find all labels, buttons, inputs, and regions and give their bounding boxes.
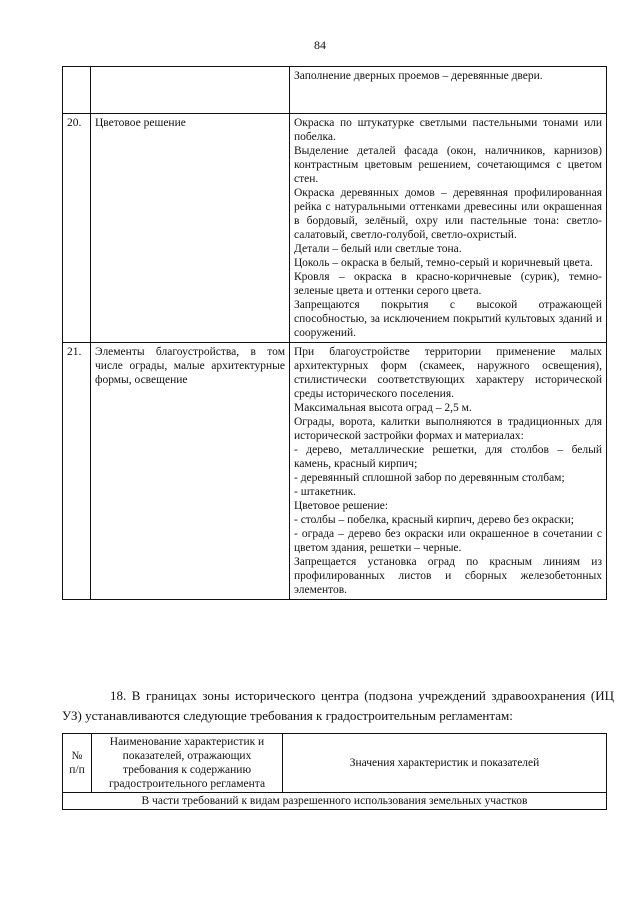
value-item: - столбы – побелка, красный кирпич, дерево без окраски; xyxy=(294,514,574,526)
header-row xyxy=(63,734,607,793)
value-item: Кровля – окраска в красно-коричневые (сурик), темно-зеленые цвета и оттенки серого цвета. xyxy=(294,271,602,297)
value-item: Запрещается установка оград по красным линиям из профилированных листов и сборных железобетонных элементов. xyxy=(294,556,602,596)
value-item: Цветовое решение: xyxy=(294,500,389,512)
table-row xyxy=(63,114,607,343)
value-item: - штакетник. xyxy=(294,486,357,498)
characteristic-values xyxy=(290,114,607,343)
permitted-use-section-row: В части требований к видам разрешенного использования земельных участков xyxy=(63,793,607,810)
page-number: 84 xyxy=(314,38,326,52)
row-number: 21. xyxy=(63,343,91,600)
value-item: Запрещаются покрытия с высокой отражающей способностью, за исключением покрытий культовых зданий и сооружений. xyxy=(294,299,602,339)
value-item: - ограда – дерево без окраски или окрашенное в сочетании с цветом здания, решетки – черные. xyxy=(294,528,602,554)
span-row xyxy=(63,793,607,810)
characteristic-values xyxy=(290,67,607,114)
value-item: Окраска деревянных домов – деревянная профилированная рейка с натуральными оттенками древесины или окрашенная в бордовый, зелёный, охру или пастельные тона: светло-салатовый, светло-голубой, светло-охристый. xyxy=(294,187,602,241)
value-item: Детали – белый или светлые тона. xyxy=(294,243,462,255)
value-item: - дерево, металлические решетки, для столбов – белый камень, красный кирпич; xyxy=(294,444,602,470)
value-item: Окраска по штукатурке светлыми пастельными тонами или побелка. xyxy=(294,117,602,143)
value-item: Заполнение дверных проемов – деревянные двери. xyxy=(294,70,543,82)
column-header-number: № п/п xyxy=(63,734,92,793)
section-18-paragraph: 18. В границах зоны исторического центра (подзона учреждений здравоохранения (ИЦ УЗ) устанавливаются следующие требования к градостроительным регламентам: xyxy=(62,688,614,723)
value-item: - деревянный сплошной забор по деревянным столбам; xyxy=(294,472,565,484)
characteristic-name xyxy=(91,67,290,114)
characteristic-name: Цветовое решение xyxy=(91,114,290,343)
column-header-values: Значения характеристик и показателей xyxy=(283,734,607,793)
requirements-table xyxy=(62,733,607,810)
row-number xyxy=(63,67,91,114)
row-number: 20. xyxy=(63,114,91,343)
regulations-table xyxy=(62,66,607,600)
value-item: Цоколь – окраска в белый, темно-серый и коричневый цвета. xyxy=(294,257,593,269)
table-row xyxy=(63,343,607,600)
value-item: Максимальная высота оград – 2,5 м. xyxy=(294,402,472,414)
value-item: Ограды, ворота, калитки выполняются в традиционных для исторической застройки формах и материалах: xyxy=(294,416,602,442)
value-item: При благоустройстве территории применение малых архитектурных форм (скамеек, наружного освещения), стилистически соответствующих характеру исторической среды исторического поселения. xyxy=(294,346,602,400)
table-row xyxy=(63,67,607,114)
characteristic-values xyxy=(290,343,607,600)
characteristic-name: Элементы благоустройства, в том числе ограды, малые архитектурные формы, освещение xyxy=(91,343,290,600)
column-header-name: Наименование характеристик и показателей, отражающих требования к содержанию градостроительного регламента xyxy=(92,734,283,793)
value-item: Выделение деталей фасада (окон, наличников, карнизов) контрастным цветовым решением, сочетающимся с цветом стен. xyxy=(294,145,602,185)
